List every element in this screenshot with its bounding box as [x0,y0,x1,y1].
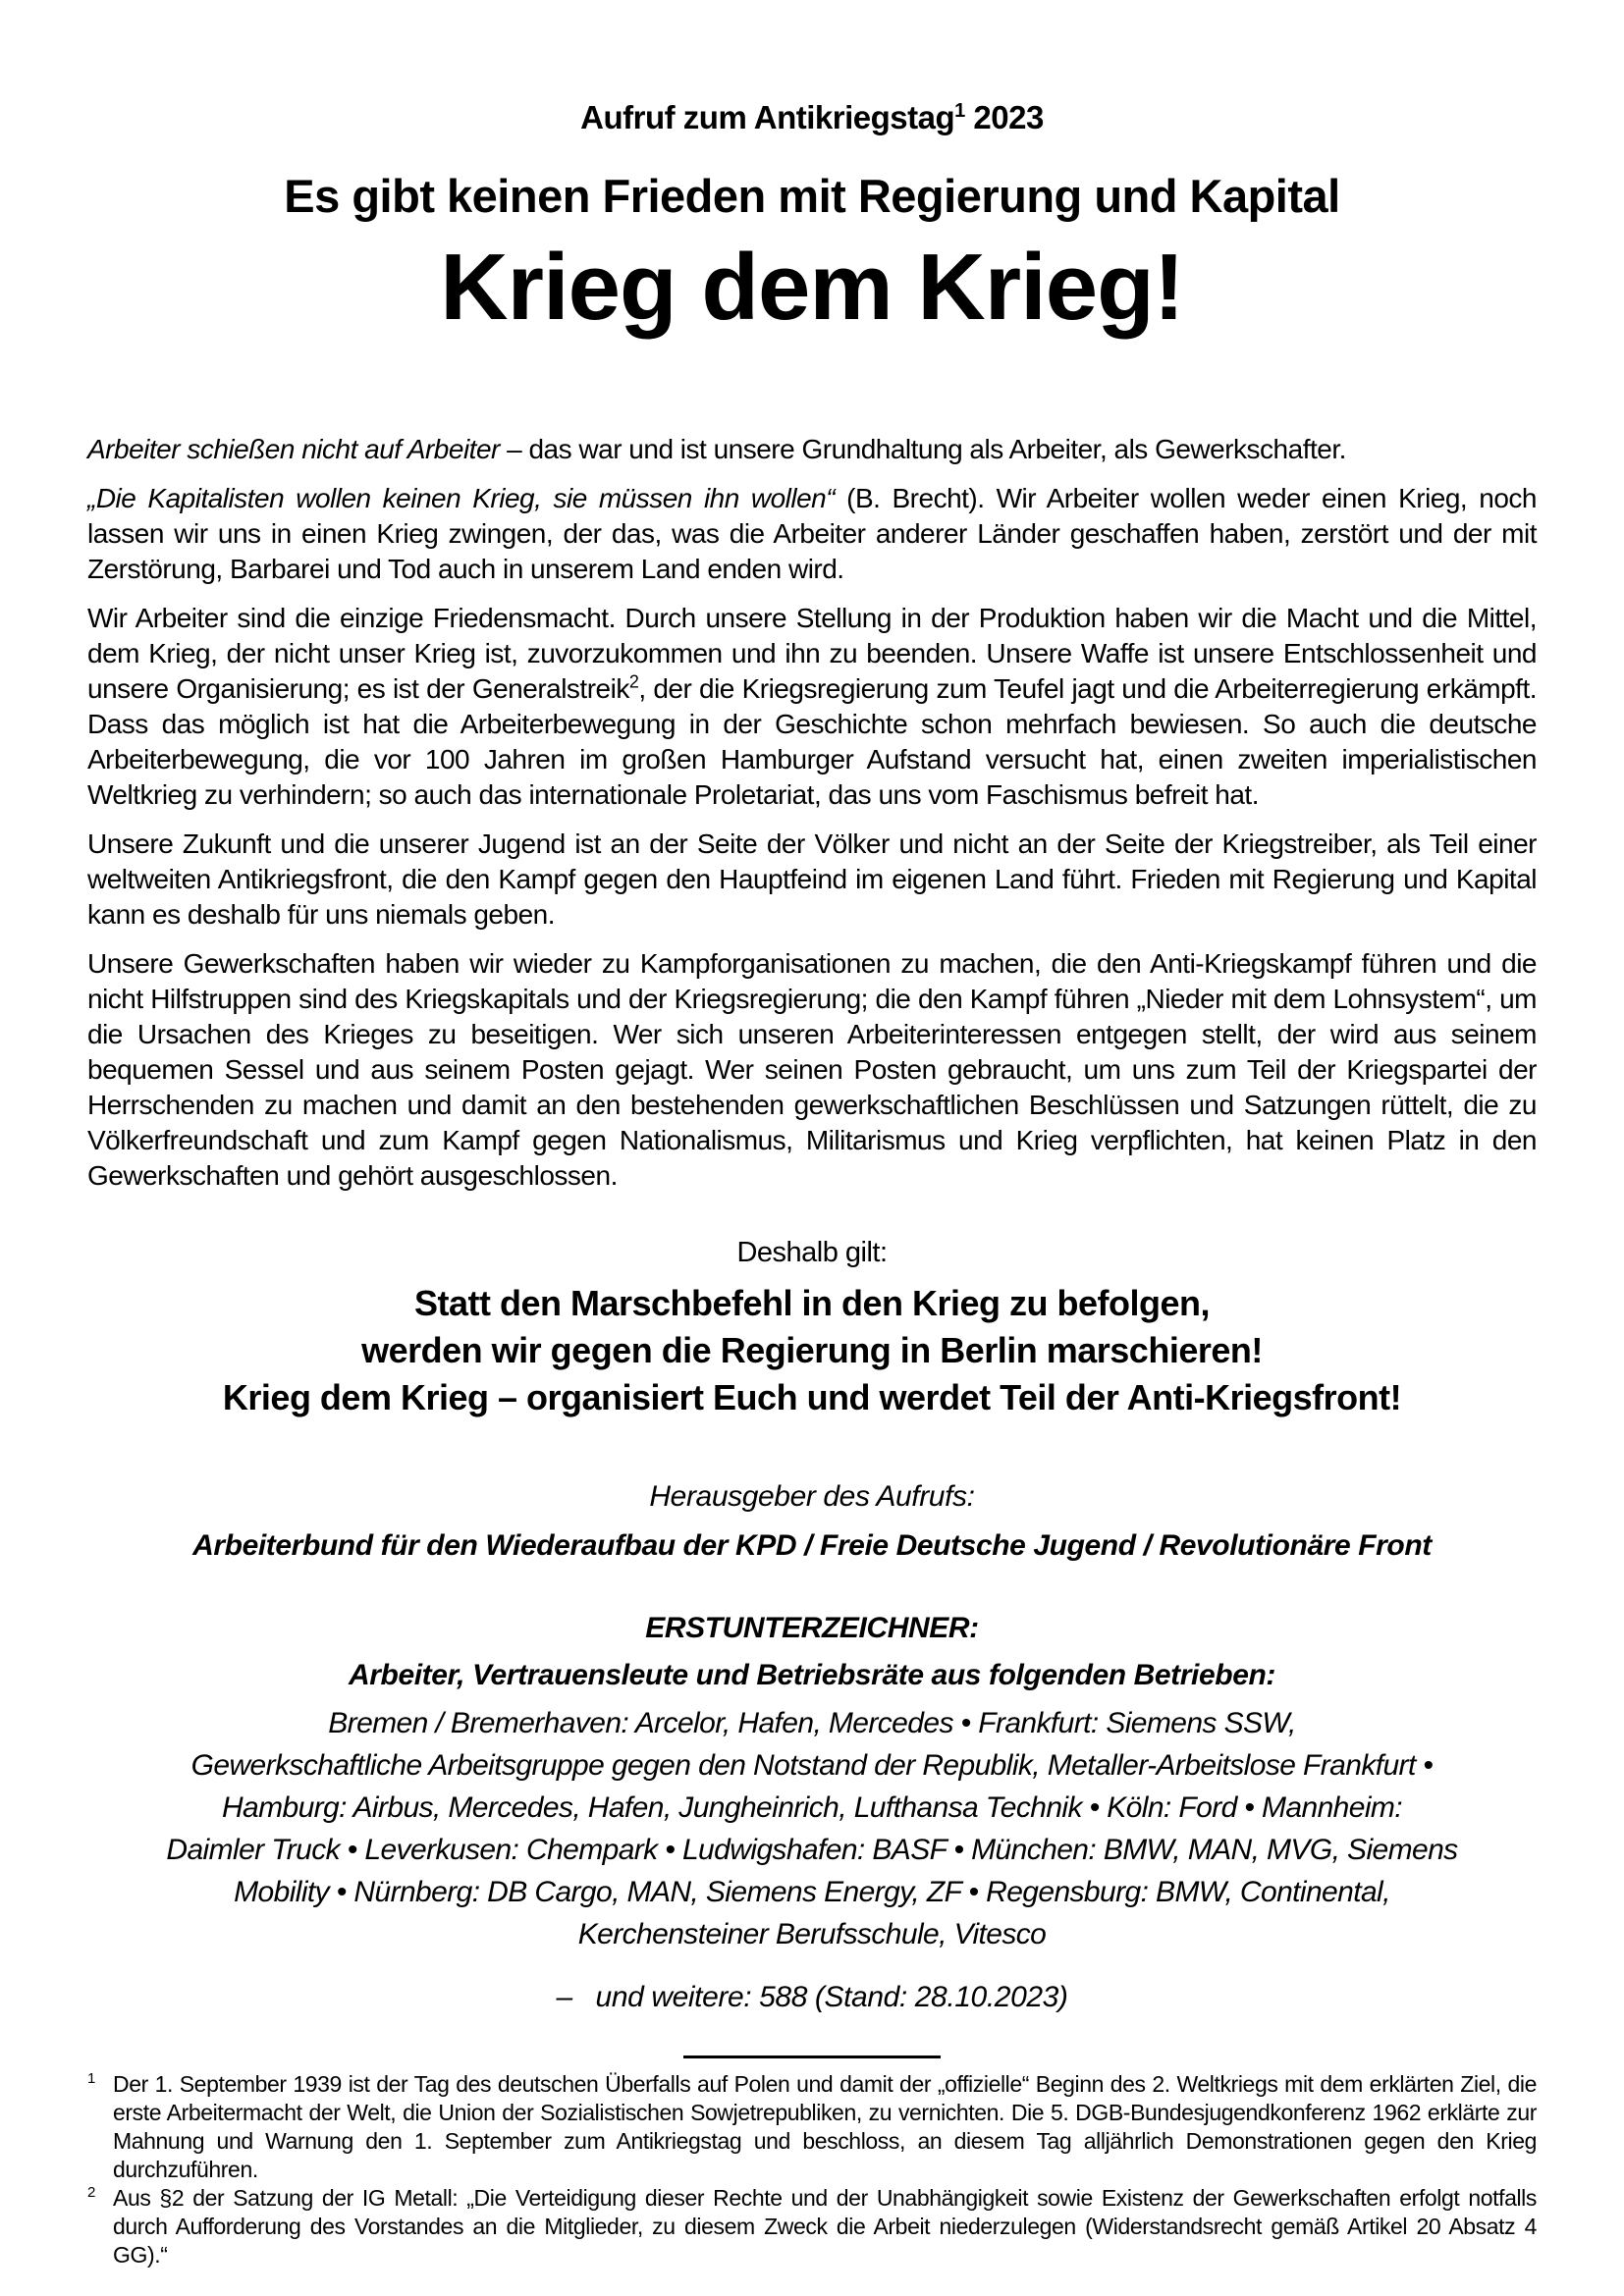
footnote-separator [683,2056,941,2058]
signers-line-1: Bremen / Bremerhaven: Arcelor, Hafen, Mercedes • Frankfurt: Siemens SSW, [328,1707,1296,1739]
signers-line-2: Gewerkschaftliche Arbeitsgruppe gegen den Notstand der Republik, Metaller-Arbeitslose Frankfurt • [190,1749,1434,1782]
paragraph-1-text: – das war und ist unsere Grundhaltung als Arbeiter, als Gewerkschafter. [499,434,1346,464]
signers-line-5: Mobility • Nürnberg: DB Cargo, MAN, Siemens Energy, ZF • Regensburg: BMW, Continental, [234,1876,1390,1908]
slogan-line-2: werden wir gegen die Regierung in Berlin marschieren! [361,1330,1263,1370]
footnote-1-text: Der 1. September 1939 ist der Tag des deutschen Überfalls auf Polen und damit der „offizielle“ Beginn des 2. Weltkriegs mit dem erklärten Ziel, die erste Arbeitermacht der Welt, die Union der Sozialistischen Sowjetrepubliken, zu vernichten. Die 5. DGB-Bundesjugendkonferenz 1962 erklärte zur Mahnung und Warnung den 1. September zum Antikriegstag und beschloss, an diesem Tag alljährlich Demonstrationen gegen den Krieg durchzuführen. [113,2071,1537,2182]
signers-line-4: Daimler Truck • Leverkusen: Chempark • Ludwigshafen: BASF • München: BMW, MAN, MVG, Siemens [166,1834,1458,1866]
slogan-intro: Deshalb gilt: [736,1237,888,1268]
footnote-2-ref: 2 [87,2184,95,2201]
paragraph-4 [87,827,1537,933]
paragraph-1-italic-lead: Arbeiter schießen nicht auf Arbeiter [87,434,500,464]
kicker-footnote-ref: 1 [954,100,965,122]
paragraph-2 [87,481,1537,587]
footnote-1 [87,2070,1537,2184]
paragraph-3-text-a: Wir Arbeiter sind die einzige Friedensmacht. Durch unsere Stellung in der Produktion haben wir die Macht und die Mittel, dem Krieg, der nicht unser Krieg ist, zuvorzukommen und ihn zu beenden. Unsere Waffe ist unsere Entschlossenheit und unsere Organisierung; es ist der Generalstreik [87,603,1537,704]
slogan-block [87,1280,1537,1421]
paragraph-2-quote: „Die Kapitalisten wollen keinen Krieg, sie müssen ihn wollen“ [87,483,836,513]
signers-list [87,1702,1537,1955]
header-kicker [87,98,1537,137]
paragraph-5 [87,946,1537,1194]
paragraph-3-text-b: , der die Kriegsregierung zum Teufel jagt und die Arbeiterregierung erkämpft. Dass das möglich ist hat die Arbeiterbewegung in der Geschichte schon mehrfach bewiesen. So auch die deutsche Arbeiterbewegung, die vor 100 Jahren im großen Hamburger Aufstand versucht hat, einen zweiten imperialistischen Weltkrieg zu verhindern; so auch das internationale Proletariat, das uns vom Faschismus befreit hat. [87,673,1537,810]
slogan-line-1: Statt den Marschbefehl in den Krieg zu befolgen, [413,1283,1211,1323]
kicker-text: Aufruf zum Antikriegstag [580,99,955,135]
signers-line-3: Hamburg: Airbus, Mercedes, Hafen, Jungheinrich, Lufthansa Technik • Köln: Ford • Mannheim: [221,1791,1403,1824]
page-title: Krieg dem Krieg! [440,235,1184,340]
paragraph-5-text: Unsere Gewerkschaften haben wir wieder zu Kampforganisationen zu machen, die den Anti-Kriegskampf führen und die nicht Hilfstruppen sind des Kriegskapitals und der Kriegsregierung; die den Kampf führen „Nieder mit dem Lohnsystem“, um die Ursachen des Krieges zu beseitigen. Wer sich unseren Arbeiterinteressen entgegen stellt, der wird aus seinem bequemen Sessel und aus seinem Posten gejagt. Wer seinen Posten gebraucht, um uns zum Teil der Kriegspartei der Herrschenden zu machen und damit an den bestehenden gewerkschaftlichen Beschlüssen und Satzungen rüttelt, die zu Völkerfreundschaft und zum Kampf gegen Nationalismus, Militarismus und Krieg verpflichten, hat keinen Platz in den Gewerkschaften und gehört ausgeschlossen. [87,948,1537,1191]
footnotes-section [87,2070,1537,2269]
paragraph-1 [87,432,1537,467]
generalstreik-footnote-ref: 2 [628,671,639,692]
footnote-1-ref: 1 [87,2070,95,2087]
page-subtitle: Es gibt keinen Frieden mit Regierung und Kapital [284,170,1340,222]
slogan-line-3: Krieg dem Krieg – organisiert Euch und werdet Teil der Anti-Kriegsfront! [222,1377,1402,1417]
kicker-year: 2023 [973,99,1044,135]
paragraph-3 [87,601,1537,813]
signers-line-6: Kerchensteiner Berufsschule, Vitesco [577,1918,1047,1950]
publisher-heading: Herausgeber des Aufrufs: [649,1480,975,1513]
footnote-2-text: Aus §2 der Satzung der IG Metall: „Die Verteidigung dieser Rechte und der Unabhängigkeit sowie Existenz der Gewerkschaften erfolgt notfalls durch Aufforderung des Vorstandes an die Mitglieder, zu diesem Zweck die Arbeit niederzulegen (Widerstandsrecht gemäß Artikel 20 Absatz 4 GG).“ [113,2185,1537,2268]
footnote-2 [87,2184,1537,2269]
body-text [87,432,1537,1194]
publisher-name: Arbeiterbund für den Wiederaufbau der KPD / Freie Deutsche Jugend / Revolutionäre Front [192,1529,1432,1562]
signers-heading: ERSTUNTERZEICHNER: [645,1612,979,1644]
paragraph-4-text: Unsere Zukunft und die unserer Jugend ist an der Seite der Völker und nicht an der Seite der Kriegstreiber, als Teil einer weltweiten Antikriegsfront, die den Kampf gegen den Hauptfeind im eigenen Land führt. Frieden mit Regierung und Kapital kann es deshalb für uns niemals geben. [87,828,1537,930]
signers-more-count: – und weitere: 588 (Stand: 28.10.2023) [556,1981,1068,2013]
signers-subheading: Arbeiter, Vertrauensleute und Betriebsräte aus folgenden Betrieben: [349,1659,1275,1691]
paragraph-2-text: (B. Brecht). Wir Arbeiter wollen weder einen Krieg, noch lassen wir uns in einen Krieg zwingen, der das, was die Arbeiter anderer Länder geschaffen haben, zerstört und der mit Zerstörung, Barbarei und Tod auch in unserem Land enden wird. [87,483,1538,584]
